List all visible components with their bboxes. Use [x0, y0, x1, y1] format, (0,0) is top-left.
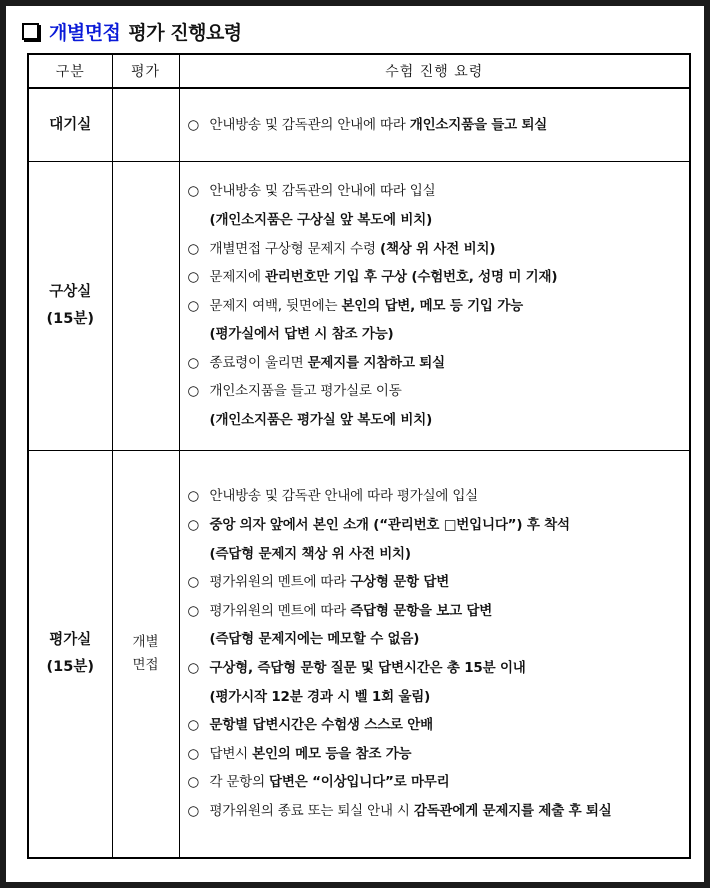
body-text: 문제지 여백, 뒷면에는 [209, 297, 342, 314]
evaluation-cell [112, 451, 179, 859]
evaluation-cell [112, 162, 179, 451]
procedure-item [188, 654, 682, 683]
body-text: 안내방송 및 감독관 안내에 따라 평가실에 입실 [209, 488, 479, 505]
evaluation-label: 면접 [132, 657, 159, 673]
procedure-item [188, 711, 682, 740]
evaluation-cell [112, 88, 179, 162]
body-text: 문제지에 [209, 269, 265, 286]
section-label: (15분) [46, 311, 94, 327]
section-heading [22, 18, 242, 45]
emphasis-text: 본인의 답변, 메모 등 기입 가능 [341, 297, 523, 314]
procedure-note [188, 625, 682, 654]
emphasis-text: 답변은 “이상입니다”로 마무리 [269, 774, 450, 791]
circle-bullet-icon: ○ [187, 488, 200, 505]
emphasis-text: 감독관에게 문제지를 제출 후 퇴실 [413, 802, 612, 819]
row-waiting-room [28, 88, 690, 162]
procedure-cell [179, 162, 690, 451]
heading-accent: 개별면접 [49, 22, 121, 44]
circle-bullet-icon: ○ [187, 183, 200, 200]
circle-bullet-icon: ○ [187, 354, 200, 371]
procedure-item [188, 597, 682, 626]
body-text: 개별면접 구상형 문제지 수령 [209, 240, 380, 257]
evaluation-label: 개별 [132, 634, 159, 650]
header-procedure: 수험 진행 요령 [179, 54, 690, 88]
body-text: 평가위원의 종료 또는 퇴실 안내 시 [209, 802, 414, 819]
row-preparation-room [28, 162, 690, 451]
procedure-note [188, 206, 682, 235]
procedure-item [188, 235, 682, 264]
emphasis-text: (개인소지품은 평가실 앞 복도에 비치) [209, 412, 433, 429]
header-category: 구분 [28, 54, 112, 88]
section-cell [28, 451, 112, 859]
table-header-row [28, 54, 690, 88]
section-cell [28, 162, 112, 451]
circle-bullet-icon: ○ [187, 802, 200, 819]
procedure-item [188, 292, 682, 321]
section-cell [28, 88, 112, 162]
procedure-item [188, 797, 682, 826]
document-page [6, 6, 704, 882]
emphasis-text: (책상 위 사전 비치) [379, 240, 496, 257]
circle-bullet-icon: ○ [187, 774, 200, 791]
heading-title: 평가 진행요령 [128, 22, 242, 44]
procedure-note [188, 406, 682, 435]
square-bullet-icon [22, 23, 39, 40]
circle-bullet-icon: ○ [187, 269, 200, 286]
procedure-item [188, 263, 682, 292]
emphasis-text: (즉답형 문제지 책상 위 사전 비치) [209, 545, 411, 562]
emphasis-text: 구상형, 즉답형 문항 질문 및 답변시간은 총 15분 이내 [209, 660, 526, 676]
circle-bullet-icon: ○ [187, 297, 200, 314]
procedure-note [188, 540, 682, 569]
circle-bullet-icon: ○ [187, 116, 200, 133]
body-text: 안내방송 및 감독관의 안내에 따라 입실 [209, 183, 436, 200]
body-text: 종료령이 울리면 [209, 354, 308, 371]
emphasis-text: (평가시작 12분 경과 시 벨 1회 울림) [209, 688, 431, 705]
procedure-item [188, 511, 682, 540]
procedure-item [188, 377, 682, 406]
section-label: 대기실 [49, 116, 92, 133]
circle-bullet-icon: ○ [187, 717, 200, 734]
procedure-cell [179, 88, 690, 162]
body-text: 각 문항의 [209, 774, 270, 791]
circle-bullet-icon: ○ [187, 383, 200, 400]
procedure-item [188, 349, 682, 378]
procedure-table [27, 53, 691, 859]
emphasis-text: 즉답형 문항을 보고 답변 [350, 602, 493, 619]
circle-bullet-icon: ○ [187, 660, 200, 676]
procedure-note [188, 320, 682, 349]
section-label: 구상실 [49, 284, 92, 300]
body-text: 답변시 [209, 745, 253, 762]
emphasis-text: (개인소지품은 구상실 앞 복도에 비치) [209, 211, 433, 228]
header-evaluation: 평가 [112, 54, 179, 88]
circle-bullet-icon: ○ [187, 602, 200, 619]
procedure-item [188, 740, 682, 769]
circle-bullet-icon: ○ [187, 574, 200, 591]
emphasis-text: 중앙 의자 앞에서 본인 소개 (“관리번호 □번입니다”) 후 착석 [209, 517, 570, 534]
emphasis-text: 문항별 답변시간은 수험생 스스로 안배 [209, 717, 433, 734]
emphasis-text: 관리번호만 기입 후 구상 (수험번호, 성명 미 기재) [264, 269, 558, 286]
emphasis-text: 문제지를 지참하고 퇴실 [307, 354, 445, 371]
procedure-item [188, 482, 682, 511]
emphasis-text: 본인의 메모 등을 참조 가능 [252, 745, 412, 762]
procedure-item [188, 768, 682, 797]
row-evaluation-room [28, 451, 690, 859]
section-label: 평가실 [49, 632, 92, 648]
circle-bullet-icon: ○ [187, 240, 200, 257]
emphasis-text: 개인소지품을 들고 퇴실 [409, 116, 548, 133]
section-label: (15분) [46, 659, 94, 675]
emphasis-text: (평가실에서 답변 시 참조 가능) [209, 326, 394, 343]
procedure-item [188, 177, 682, 206]
emphasis-text: (즉답형 문제지에는 메모할 수 없음) [209, 631, 420, 648]
emphasis-text: 구상형 문항 답변 [350, 574, 450, 591]
body-text: 개인소지품을 들고 평가실로 이동 [209, 383, 402, 400]
circle-bullet-icon: ○ [187, 745, 200, 762]
body-text: 평가위원의 멘트에 따라 [209, 574, 351, 591]
procedure-item [188, 111, 682, 140]
body-text: 평가위원의 멘트에 따라 [209, 602, 351, 619]
circle-bullet-icon: ○ [187, 517, 200, 534]
body-text: 안내방송 및 감독관의 안내에 따라 [209, 116, 410, 133]
procedure-cell [179, 451, 690, 859]
procedure-item [188, 568, 682, 597]
procedure-note [188, 683, 682, 712]
